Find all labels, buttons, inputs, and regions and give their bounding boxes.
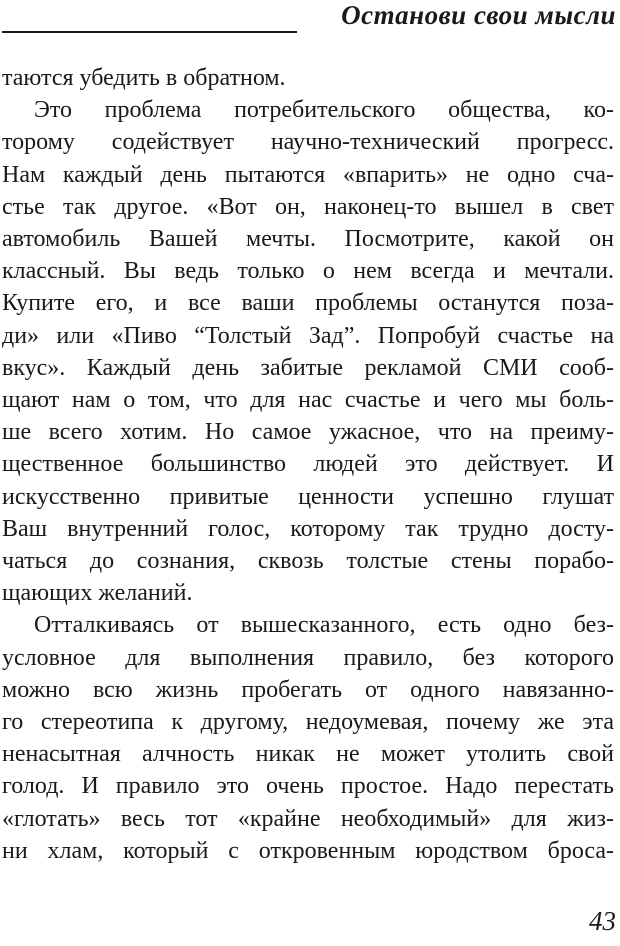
header-rule	[2, 31, 297, 33]
text-line: чаться до сознания, сквозь толстые стены порабо-	[2, 548, 614, 575]
text-line: щают нам о том, что для нас счастье и чего мы боль-	[2, 387, 614, 414]
body-text	[2, 62, 614, 867]
text-line: Купите его, и все ваши проблемы останутся поза-	[2, 290, 614, 317]
text-line: условное для выполнения правило, без которого	[2, 644, 614, 671]
text-line: ни хлам, который с откровенным юродством броса-	[2, 837, 614, 864]
text-line: ше всего хотим. Но самое ужасное, что на преиму-	[2, 419, 614, 446]
text-line: вкус». Каждый день забитые рекламой СМИ сооб-	[2, 354, 614, 381]
text-line: можно всю жизнь пробегать от одного навязанно-	[2, 676, 614, 703]
text-line: ди» или «Пиво “Толстый Зад”. Попробуй счастье на	[2, 322, 614, 349]
text-line: искусственно привитые ценности успешно глушат	[2, 483, 614, 510]
text-line: таются убедить в обратном.	[2, 65, 286, 91]
page-number: 43	[589, 906, 616, 936]
running-title: Останови свои мысли	[341, 0, 616, 30]
text-line: классный. Вы ведь только о нем всегда и мечтали.	[2, 258, 614, 285]
text-line: ненасытная алчность никак не может утолить свой	[2, 741, 614, 768]
text-line: Это проблема потребительского общества, ко-	[34, 97, 614, 124]
text-line: щающих желаний.	[2, 580, 193, 607]
text-line: стье так другое. «Вот он, наконец-то вышел в свет	[2, 193, 614, 220]
text-line: щественное большинство людей это действует. И	[2, 451, 614, 478]
text-line: «глотать» весь тот «крайне необходимый» для жиз-	[2, 805, 614, 832]
text-line: Ваш внутренний голос, которому так трудно досту-	[2, 515, 614, 542]
text-line: голод. И правило это очень простое. Надо перестать	[2, 773, 614, 800]
text-line: торому содействует научно-технический прогресс.	[2, 129, 614, 156]
text-line: автомобиль Вашей мечты. Посмотрите, какой он	[2, 226, 614, 253]
text-line: го стереотипа к другому, недоумевая, почему же эта	[2, 709, 614, 736]
text-line: Отталкиваясь от вышесказанного, есть одно без-	[34, 612, 614, 639]
text-line: Нам каждый день пытаются «впарить» не одно сча-	[2, 161, 614, 188]
